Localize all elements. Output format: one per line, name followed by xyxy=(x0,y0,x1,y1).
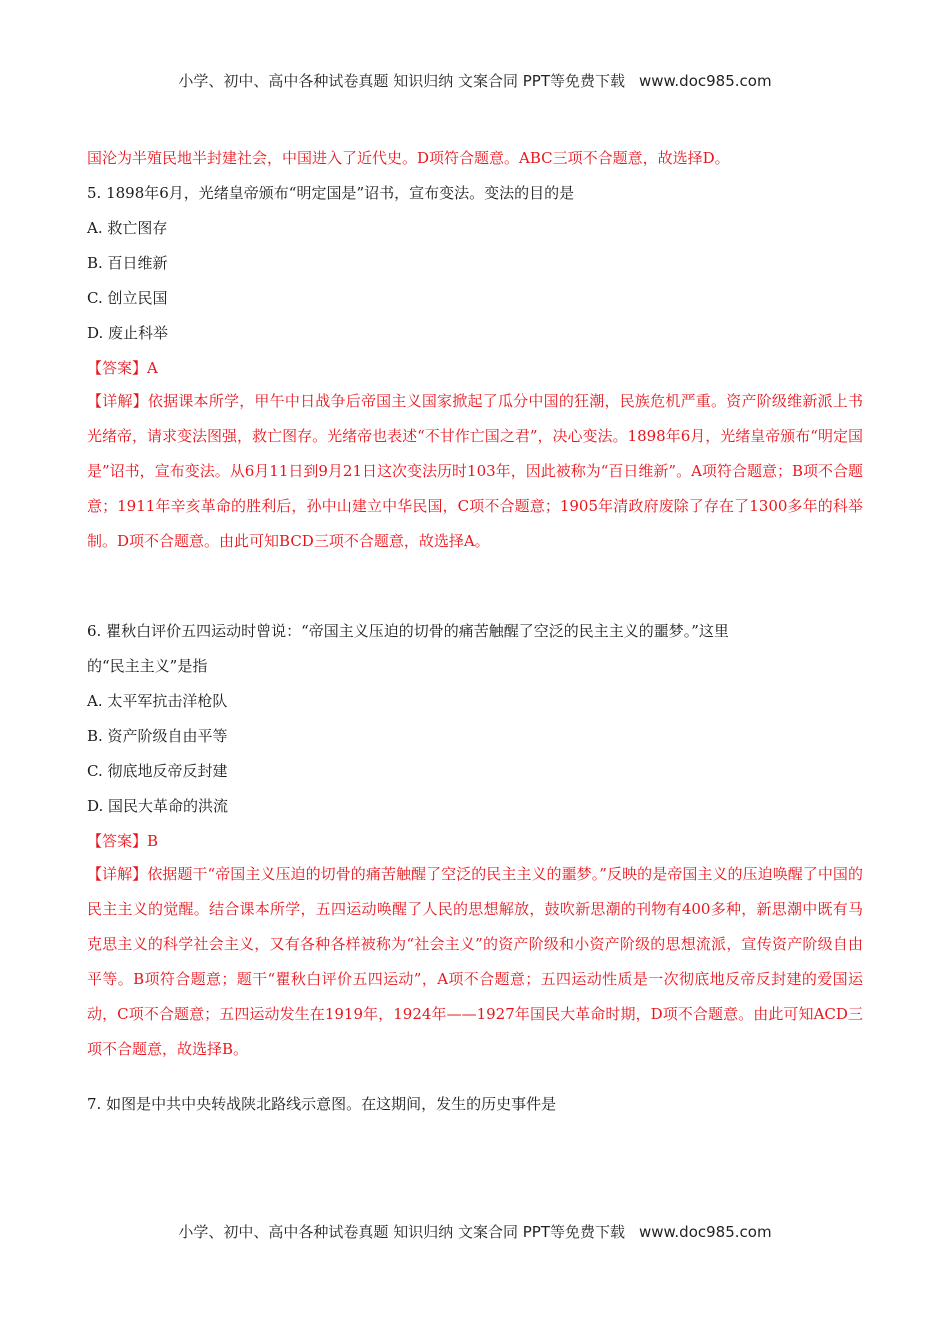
q5-detail-text: 依据课本所学，甲午中日战争后帝国主义国家掀起了瓜分中国的狂潮，民族危机严重。资产阶级维新派上书光绪帝，请求变法图强，救亡图存。光绪帝也表述“不甘作亡国之君”，决心变法。1898年6月，光绪皇帝颁布“明定国是”诏书，宣布变法。从6月11日到9月21日这次变法历时103年，因此被称为“百日维新”。A项符合题意；B项不合题意；1911年辛亥革命的胜利后，孙中山建立中华民国，C项不合题意；1905年清政府废除了存在了1300多年的科举制。D项不合题意。由此可知BCD三项不合题意，故选择A。 xyxy=(87,392,863,550)
q5-option-c: C. 创立民国 xyxy=(87,289,168,307)
q6-detail-label: 【详解】 xyxy=(87,865,148,883)
q5-option-d: D. 废止科举 xyxy=(87,324,169,342)
q5-answer: 【答案】A xyxy=(87,359,158,377)
q6-detail-text: 依据题干“帝国主义压迫的切骨的痛苦触醒了空泛的民主主义的噩梦。”反映的是帝国主义的压迫唤醒了中国的民主主义的觉醒。结合课本所学，五四运动唤醒了人民的思想解放，鼓吹新思潮的刊物有400多种，新思潮中既有马克思主义的科学社会主义，又有各种各样被称为“社会主义”的资产阶级和小资产阶级的思想流派，宣传资产阶级自由平等。B项符合题意；题干“瞿秋白评价五四运动”，A项不合题意；五四运动性质是一次彻底地反帝反封建的爱国运动，C项不合题意；五四运动发生在1919年，1924年——1927年国民大革命时期，D项不合题意。由此可知ACD三项不合题意，故选择B。 xyxy=(87,865,863,1058)
page-header xyxy=(0,70,950,91)
q5-stem: 5. 1898年6月，光绪皇帝颁布“明定国是”诏书，宣布变法。变法的目的是 xyxy=(87,184,575,202)
q6-option-d: D. 国民大革命的洪流 xyxy=(87,797,229,815)
q6-option-a: A. 太平军抗击洋枪队 xyxy=(87,692,228,710)
footer-url[interactable]: www.doc985.com xyxy=(638,1223,772,1241)
header-text: 小学、初中、高中各种试卷真题 知识归纳 文案合同 PPT等免费下载 xyxy=(178,72,625,90)
q5-option-a: A. 救亡图存 xyxy=(87,219,168,237)
q6-option-c: C. 彻底地反帝反封建 xyxy=(87,762,228,780)
q6-explanation xyxy=(87,857,863,1067)
q6-stem-line1: 6. 瞿秋白评价五四运动时曾说：“帝国主义压迫的切骨的痛苦触醒了空泛的民主主义的噩梦。”这里 xyxy=(87,622,729,640)
q6-option-b: B. 资产阶级自由平等 xyxy=(87,727,228,745)
footer-text: 小学、初中、高中各种试卷真题 知识归纳 文案合同 PPT等免费下载 xyxy=(178,1223,625,1241)
header-url[interactable]: www.doc985.com xyxy=(638,72,772,90)
q5-explanation xyxy=(87,384,863,559)
q7-stem: 7. 如图是中共中央转战陕北路线示意图。在这期间，发生的历史事件是 xyxy=(87,1095,557,1113)
q5-detail-label: 【详解】 xyxy=(87,392,148,410)
q5-option-b: B. 百日维新 xyxy=(87,254,168,272)
page-footer xyxy=(0,1221,950,1242)
previous-answer-tail: 国沦为半殖民地半封建社会，中国进入了近代史。D项符合题意。ABC三项不合题意，故选择D。 xyxy=(87,149,730,167)
q6-answer: 【答案】B xyxy=(87,832,159,850)
q6-stem-line2: 的“民主主义”是指 xyxy=(87,657,208,675)
